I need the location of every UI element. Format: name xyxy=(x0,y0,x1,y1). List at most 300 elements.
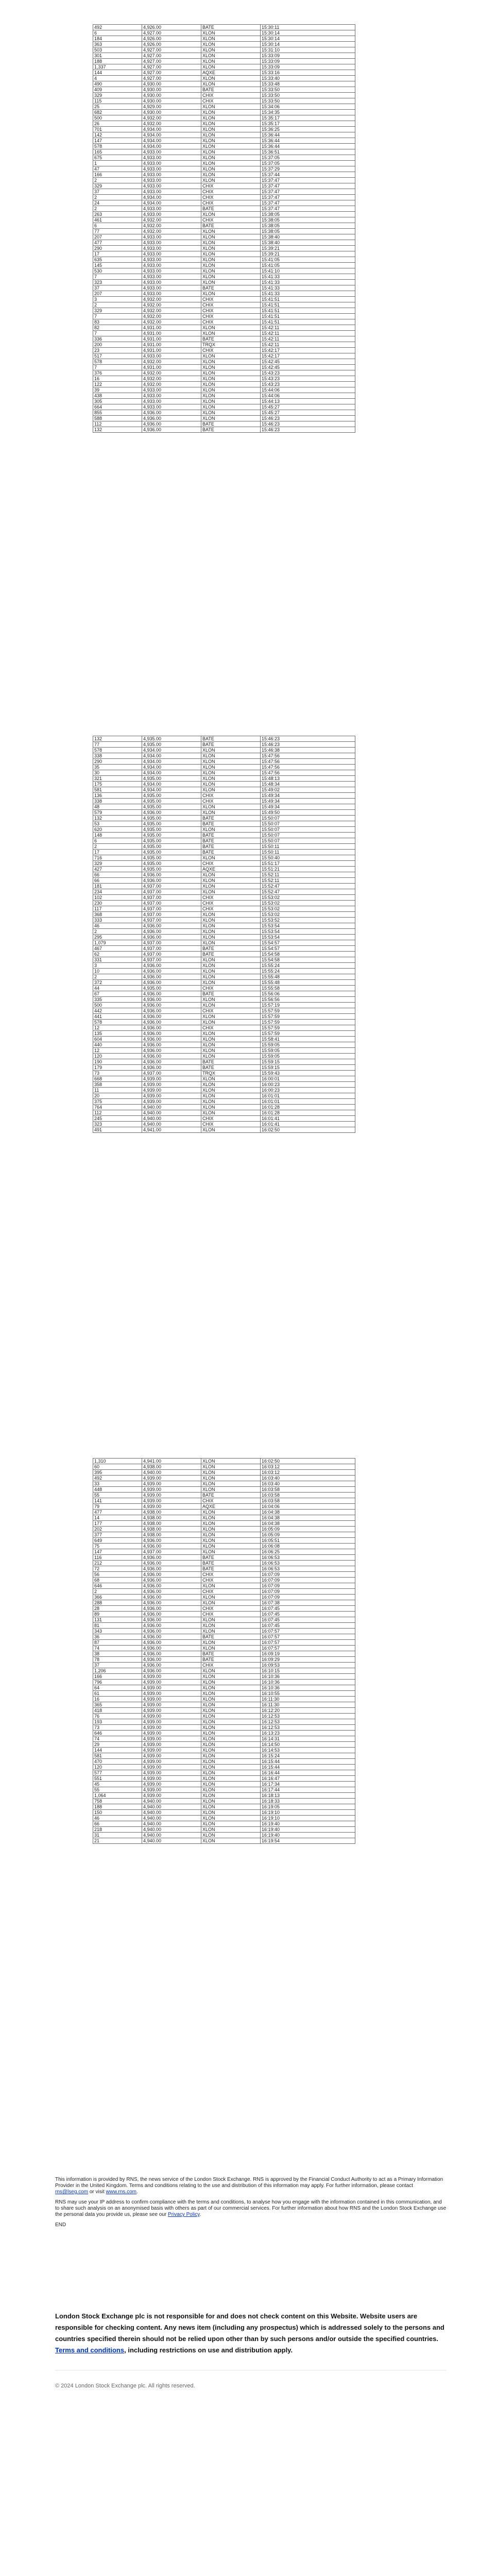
trade-price-cell: 4,936.00 xyxy=(142,1617,201,1623)
trade-time-cell: 16:12:20 xyxy=(261,1708,355,1714)
trade-price-cell: 4,936.00 xyxy=(142,1657,201,1663)
trade-volume-cell: 73 xyxy=(93,1725,142,1731)
table-row xyxy=(93,263,355,268)
trade-price-cell: 4,934.00 xyxy=(142,138,201,144)
trade-price-cell: 4,936.00 xyxy=(142,1065,201,1071)
trade-price-cell: 4,927.00 xyxy=(142,59,201,64)
trade-time-cell: 15:42:45 xyxy=(261,359,355,365)
trade-venue-cell: CHIX xyxy=(201,906,261,912)
trade-volume-cell: 61 xyxy=(93,1691,142,1697)
trade-time-cell: 15:30:14 xyxy=(261,42,355,47)
table-row xyxy=(93,1612,355,1617)
trade-venue-cell: BATE xyxy=(201,1493,261,1498)
trade-venue-cell: XLON xyxy=(201,1037,261,1042)
trade-venue-cell: XLON xyxy=(201,36,261,42)
table-row xyxy=(93,399,355,404)
trade-time-cell: 15:59:15 xyxy=(261,1059,355,1065)
trade-venue-cell: XLON xyxy=(201,410,261,416)
trade-time-cell: 15:52:11 xyxy=(261,878,355,884)
trade-time-cell: 15:44:06 xyxy=(261,393,355,399)
trade-price-cell: 4,936.00 xyxy=(142,1037,201,1042)
trade-time-cell: 16:03:58 xyxy=(261,1498,355,1504)
trade-time-cell: 16:01:28 xyxy=(261,1110,355,1116)
trade-venue-cell: XLON xyxy=(201,1515,261,1521)
trade-price-cell: 4,934.00 xyxy=(142,782,201,787)
table-row xyxy=(93,416,355,421)
table-row xyxy=(93,1776,355,1782)
trade-venue-cell: XLON xyxy=(201,144,261,149)
table-row xyxy=(93,1549,355,1555)
trade-volume-cell: 2 xyxy=(93,974,142,980)
trade-volume-cell: 148 xyxy=(93,833,142,838)
trade-venue-cell: XLON xyxy=(201,1708,261,1714)
table-row xyxy=(93,1099,355,1105)
trade-venue-cell: XLON xyxy=(201,1600,261,1606)
trade-price-cell: 4,933.00 xyxy=(142,206,201,212)
table-row xyxy=(93,1572,355,1578)
trade-venue-cell: XLON xyxy=(201,1464,261,1470)
table-row xyxy=(93,189,355,195)
trade-price-cell: 4,939.00 xyxy=(142,1714,201,1719)
trade-time-cell: 16:16:44 xyxy=(261,1770,355,1776)
trade-price-cell: 4,932.00 xyxy=(142,115,201,121)
trade-time-cell: 16:01:01 xyxy=(261,1093,355,1099)
trade-venue-cell: XLON xyxy=(201,1782,261,1787)
trade-time-cell: 15:49:02 xyxy=(261,787,355,793)
trade-time-cell: 15:43:23 xyxy=(261,382,355,387)
trade-time-cell: 15:41:33 xyxy=(261,291,355,297)
trade-time-cell: 15:54:57 xyxy=(261,940,355,946)
trade-volume-cell: 375 xyxy=(93,1099,142,1105)
trade-time-cell: 15:38:05 xyxy=(261,212,355,217)
trade-venue-cell: CHIX xyxy=(201,1122,261,1127)
trade-time-cell: 15:36:44 xyxy=(261,144,355,149)
trade-time-cell: 15:33:48 xyxy=(261,81,355,87)
trade-time-cell: 16:03:12 xyxy=(261,1470,355,1476)
trade-volume-cell: 368 xyxy=(93,912,142,918)
trade-volume-cell: 23 xyxy=(93,348,142,353)
table-row xyxy=(93,81,355,87)
trade-volume-cell: 190 xyxy=(93,1059,142,1065)
trade-volume-cell: 577 xyxy=(93,1770,142,1776)
trade-price-cell: 4,935.00 xyxy=(142,867,201,872)
trade-venue-cell: BATE xyxy=(201,87,261,93)
table-row xyxy=(93,1748,355,1753)
trade-time-cell: 15:50:07 xyxy=(261,816,355,821)
trade-time-cell: 15:56:06 xyxy=(261,991,355,997)
trade-price-cell: 4,933.00 xyxy=(142,234,201,240)
trade-volume-cell: 67 xyxy=(93,991,142,997)
trade-venue-cell: XLON xyxy=(201,1481,261,1487)
table-row xyxy=(93,1680,355,1685)
trade-time-cell: 15:51:17 xyxy=(261,861,355,867)
trade-price-cell: 4,927.00 xyxy=(142,64,201,70)
trade-time-cell: 15:41:10 xyxy=(261,268,355,274)
table-row xyxy=(93,1640,355,1646)
trade-venue-cell: XLON xyxy=(201,1799,261,1804)
table-row xyxy=(93,1110,355,1116)
table-row xyxy=(93,867,355,872)
trade-price-cell: 4,937.00 xyxy=(142,901,201,906)
trade-time-cell: 15:44:13 xyxy=(261,399,355,404)
trade-price-cell: 4,936.00 xyxy=(142,427,201,433)
trade-time-cell: 15:35:17 xyxy=(261,115,355,121)
trade-venue-cell: BATE xyxy=(201,1634,261,1640)
trade-time-cell: 15:48:34 xyxy=(261,782,355,787)
table-row xyxy=(93,127,355,132)
trade-time-cell: 15:47:56 xyxy=(261,770,355,776)
trade-venue-cell: XLON xyxy=(201,359,261,365)
trade-volume-cell: 664 xyxy=(93,404,142,410)
trade-venue-cell: CHIX xyxy=(201,1572,261,1578)
trade-time-cell: 16:06:08 xyxy=(261,1544,355,1549)
trade-time-cell: 16:10:15 xyxy=(261,1668,355,1674)
trade-price-cell: 4,935.00 xyxy=(142,736,201,742)
trade-time-cell: 15:50:07 xyxy=(261,833,355,838)
trade-venue-cell: BATE xyxy=(201,821,261,827)
trade-time-cell: 15:30:14 xyxy=(261,36,355,42)
table-row xyxy=(93,821,355,827)
trade-volume-cell: 166 xyxy=(93,172,142,178)
trade-price-cell: 4,939.00 xyxy=(142,1702,201,1708)
trade-time-cell: 15:36:51 xyxy=(261,149,355,155)
trade-venue-cell: BATE xyxy=(201,285,261,291)
trade-venue-cell: XLON xyxy=(201,393,261,399)
table-row xyxy=(93,382,355,387)
trade-price-cell: 4,939.00 xyxy=(142,1753,201,1759)
trade-price-cell: 4,932.00 xyxy=(142,314,201,319)
trade-time-cell: 15:31:10 xyxy=(261,47,355,53)
trade-volume-cell: 4 xyxy=(93,76,142,81)
terms-and-conditions-link[interactable]: Terms and conditions xyxy=(55,2346,125,2354)
table-row xyxy=(93,850,355,855)
table-row xyxy=(93,1719,355,1725)
table-row xyxy=(93,1071,355,1076)
table-row xyxy=(93,889,355,895)
table-row xyxy=(93,359,355,365)
trade-price-cell: 4,932.00 xyxy=(142,308,201,314)
trade-time-cell: 15:34:35 xyxy=(261,110,355,115)
table-row xyxy=(93,838,355,844)
trade-venue-cell: XLON xyxy=(201,1105,261,1110)
trade-price-cell: 4,939.00 xyxy=(142,1782,201,1787)
trade-time-cell: 15:47:56 xyxy=(261,765,355,770)
trade-price-cell: 4,931.00 xyxy=(142,336,201,342)
trade-venue-cell: XLON xyxy=(201,370,261,376)
trade-time-cell: 16:14:53 xyxy=(261,1748,355,1753)
trade-volume-cell: 39 xyxy=(93,387,142,393)
trade-time-cell: 16:14:31 xyxy=(261,1736,355,1742)
trade-volume-cell: 46 xyxy=(93,923,142,929)
table-row xyxy=(93,1088,355,1093)
trade-time-cell: 15:38:40 xyxy=(261,240,355,246)
trade-price-cell: 4,935.00 xyxy=(142,986,201,991)
trade-price-cell: 4,938.00 xyxy=(142,1464,201,1470)
trade-price-cell: 4,939.00 xyxy=(142,1765,201,1770)
table-row xyxy=(93,246,355,251)
trade-price-cell: 4,935.00 xyxy=(142,742,201,748)
trade-volume-cell: 73 xyxy=(93,1071,142,1076)
trade-time-cell: 15:54:57 xyxy=(261,946,355,952)
trade-venue-cell: XLON xyxy=(201,251,261,257)
table-row xyxy=(93,1566,355,1572)
trade-time-cell: 16:06:53 xyxy=(261,1555,355,1561)
table-row xyxy=(93,393,355,399)
trade-venue-cell: BATE xyxy=(201,1657,261,1663)
trade-time-cell: 16:06:53 xyxy=(261,1561,355,1566)
table-row xyxy=(93,93,355,98)
trade-price-cell: 4,926.00 xyxy=(142,42,201,47)
trade-volume-cell: 855 xyxy=(93,410,142,416)
table-row xyxy=(93,1595,355,1600)
trade-time-cell: 15:46:23 xyxy=(261,427,355,433)
table-row xyxy=(93,1702,355,1708)
trade-price-cell: 4,935.00 xyxy=(142,816,201,821)
trade-volume-cell: 440 xyxy=(93,1042,142,1048)
trade-volume-cell: 184 xyxy=(93,36,142,42)
trade-price-cell: 4,927.00 xyxy=(142,53,201,59)
trade-volume-cell: 177 xyxy=(93,1521,142,1527)
trade-volume-cell: 646 xyxy=(93,1583,142,1589)
trade-price-cell: 4,933.00 xyxy=(142,251,201,257)
trade-venue-cell: XLON xyxy=(201,748,261,753)
trade-price-cell: 4,940.00 xyxy=(142,1110,201,1116)
trade-volume-cell: 20 xyxy=(93,1093,142,1099)
trade-time-cell: 15:53:54 xyxy=(261,929,355,935)
table-row xyxy=(93,274,355,280)
trade-time-cell: 16:02:50 xyxy=(261,1127,355,1133)
trade-price-cell: 4,939.00 xyxy=(142,1680,201,1685)
table-row xyxy=(93,884,355,889)
trade-volume-cell: 438 xyxy=(93,393,142,399)
trade-volume-cell: 37 xyxy=(93,189,142,195)
trade-price-cell: 4,936.00 xyxy=(142,980,201,986)
trade-volume-cell: 395 xyxy=(93,1470,142,1476)
trade-price-cell: 4,935.00 xyxy=(142,833,201,838)
table-row xyxy=(93,1014,355,1020)
table-row xyxy=(93,997,355,1003)
trade-price-cell: 4,933.00 xyxy=(142,166,201,172)
trade-venue-cell: XLON xyxy=(201,1742,261,1748)
trade-time-cell: 15:53:02 xyxy=(261,895,355,901)
trade-price-cell: 4,936.00 xyxy=(142,1014,201,1020)
trade-venue-cell: XLON xyxy=(201,1629,261,1634)
table-row xyxy=(93,1122,355,1127)
trade-price-cell: 4,939.00 xyxy=(142,1076,201,1082)
trade-price-cell: 4,936.00 xyxy=(142,1606,201,1612)
trade-time-cell: 16:01:28 xyxy=(261,1105,355,1110)
trade-venue-cell: AQXE xyxy=(201,867,261,872)
trade-price-cell: 4,939.00 xyxy=(142,1776,201,1782)
trade-time-cell: 15:50:11 xyxy=(261,844,355,850)
trade-price-cell: 4,934.00 xyxy=(142,144,201,149)
trade-volume-cell: 37 xyxy=(93,285,142,291)
trade-volume-cell: 477 xyxy=(93,1510,142,1515)
table-row xyxy=(93,906,355,912)
trade-volume-cell: 492 xyxy=(93,1476,142,1481)
trade-volume-cell: 44 xyxy=(93,986,142,991)
table-row xyxy=(93,918,355,923)
trade-venue-cell: XLON xyxy=(201,753,261,759)
table-row xyxy=(93,291,355,297)
trade-volume-cell: 28 xyxy=(93,1606,142,1612)
trade-volume-cell: 117 xyxy=(93,906,142,912)
trade-time-cell: 15:46:23 xyxy=(261,742,355,748)
trade-volume-cell: 635 xyxy=(93,257,142,263)
trade-price-cell: 4,932.00 xyxy=(142,229,201,234)
table-row xyxy=(93,342,355,348)
trade-time-cell: 15:47:56 xyxy=(261,753,355,759)
trade-venue-cell: XLON xyxy=(201,923,261,929)
trade-volume-cell: 578 xyxy=(93,748,142,753)
privacy-policy-link[interactable]: Privacy Policy xyxy=(168,2212,200,2217)
trade-volume-cell: 14 xyxy=(93,1515,142,1521)
table-row xyxy=(93,901,355,906)
trade-volume-cell: 530 xyxy=(93,268,142,274)
trade-volume-cell: 181 xyxy=(93,884,142,889)
table-row xyxy=(93,793,355,799)
trade-venue-cell: XLON xyxy=(201,1816,261,1821)
trade-time-cell: 15:33:09 xyxy=(261,59,355,64)
trade-time-cell: 16:11:30 xyxy=(261,1702,355,1708)
trade-price-cell: 4,936.00 xyxy=(142,1623,201,1629)
trade-time-cell: 15:42:17 xyxy=(261,348,355,353)
trade-price-cell: 4,931.00 xyxy=(142,325,201,331)
trade-volume-cell: 81 xyxy=(93,1623,142,1629)
trade-price-cell: 4,926.00 xyxy=(142,25,201,30)
table-row xyxy=(93,36,355,42)
trade-venue-cell: XLON xyxy=(201,240,261,246)
trade-price-cell: 4,939.00 xyxy=(142,1674,201,1680)
trade-time-cell: 16:10:36 xyxy=(261,1674,355,1680)
trade-price-cell: 4,930.00 xyxy=(142,110,201,115)
trade-time-cell: 16:07:09 xyxy=(261,1595,355,1600)
trade-venue-cell: XLON xyxy=(201,1685,261,1691)
trade-time-cell: 16:19:05 xyxy=(261,1804,355,1810)
trade-time-cell: 15:30:14 xyxy=(261,30,355,36)
table-row xyxy=(93,1827,355,1833)
table-row xyxy=(93,816,355,821)
trade-time-cell: 15:49:34 xyxy=(261,804,355,810)
trade-price-cell: 4,936.00 xyxy=(142,1583,201,1589)
trade-time-cell: 16:01:41 xyxy=(261,1122,355,1127)
trade-volume-cell: 764 xyxy=(93,1105,142,1110)
table-row xyxy=(93,1816,355,1821)
trade-venue-cell: XLON xyxy=(201,969,261,974)
trade-volume-cell: 329 xyxy=(93,861,142,867)
trade-volume-cell: 45 xyxy=(93,1782,142,1787)
trade-volume-cell: 62 xyxy=(93,952,142,957)
trade-time-cell: 15:46:23 xyxy=(261,421,355,427)
trade-venue-cell: XLON xyxy=(201,291,261,297)
trade-venue-cell: XLON xyxy=(201,787,261,793)
trade-venue-cell: XLON xyxy=(201,110,261,115)
table-row xyxy=(93,1515,355,1521)
trade-time-cell: 16:07:45 xyxy=(261,1612,355,1617)
trade-price-cell: 4,936.00 xyxy=(142,410,201,416)
trade-volume-cell: 47 xyxy=(93,166,142,172)
table-row xyxy=(93,742,355,748)
trade-venue-cell: XLON xyxy=(201,957,261,963)
rns-website-link[interactable]: www.rns.com xyxy=(106,2189,136,2195)
trade-venue-cell: XLON xyxy=(201,1020,261,1025)
trade-time-cell: 16:17:34 xyxy=(261,1782,355,1787)
table-row xyxy=(93,952,355,957)
trade-price-cell: 4,936.00 xyxy=(142,1589,201,1595)
table-row xyxy=(93,1020,355,1025)
trade-volume-cell: 1,079 xyxy=(93,940,142,946)
trade-price-cell: 4,939.00 xyxy=(142,1725,201,1731)
trade-time-cell: 15:49:34 xyxy=(261,793,355,799)
trade-price-cell: 4,934.00 xyxy=(142,195,201,200)
trade-price-cell: 4,939.00 xyxy=(142,1088,201,1093)
trade-venue-cell: CHIX xyxy=(201,1612,261,1617)
trade-price-cell: 4,937.00 xyxy=(142,895,201,901)
table-row xyxy=(93,212,355,217)
trade-volume-cell: 175 xyxy=(93,782,142,787)
trade-time-cell: 15:39:21 xyxy=(261,251,355,257)
trade-price-cell: 4,937.00 xyxy=(142,1071,201,1076)
trade-venue-cell: XLON xyxy=(201,759,261,765)
trade-time-cell: 15:41:51 xyxy=(261,297,355,302)
trade-volume-cell: 212 xyxy=(93,1561,142,1566)
table-row xyxy=(93,1606,355,1612)
trade-volume-cell: 30 xyxy=(93,770,142,776)
trade-time-cell: 16:12:53 xyxy=(261,1725,355,1731)
trade-volume-cell: 376 xyxy=(93,370,142,376)
trade-price-cell: 4,933.00 xyxy=(142,263,201,268)
trade-price-cell: 4,940.00 xyxy=(142,1116,201,1122)
trade-venue-cell: XLON xyxy=(201,212,261,217)
trade-time-cell: 15:46:23 xyxy=(261,736,355,742)
trade-volume-cell: 448 xyxy=(93,1487,142,1493)
trade-time-cell: 15:46:38 xyxy=(261,748,355,753)
trade-time-cell: 16:04:38 xyxy=(261,1521,355,1527)
trade-venue-cell: XLON xyxy=(201,810,261,816)
table-row xyxy=(93,183,355,189)
trade-price-cell: 4,934.00 xyxy=(142,753,201,759)
trade-price-cell: 4,937.00 xyxy=(142,946,201,952)
trade-venue-cell: XLON xyxy=(201,1821,261,1827)
trade-venue-cell: CHIX xyxy=(201,200,261,206)
trade-price-cell: 4,933.00 xyxy=(142,257,201,263)
trade-price-cell: 4,939.00 xyxy=(142,1697,201,1702)
trade-price-cell: 4,936.00 xyxy=(142,1561,201,1566)
rns-email-link[interactable]: rns@lseg.com xyxy=(55,2189,89,2195)
trade-time-cell: 15:37:44 xyxy=(261,172,355,178)
trade-venue-cell: CHIX xyxy=(201,986,261,991)
table-row xyxy=(93,929,355,935)
table-row xyxy=(93,991,355,997)
trade-volume-cell: 581 xyxy=(93,1753,142,1759)
trade-venue-cell: XLON xyxy=(201,229,261,234)
table-row xyxy=(93,1725,355,1731)
trade-time-cell: 15:43:23 xyxy=(261,370,355,376)
trade-volume-cell: 165 xyxy=(93,149,142,155)
trade-venue-cell: XLON xyxy=(201,399,261,404)
trade-volume-cell: 333 xyxy=(93,918,142,923)
table-row xyxy=(93,1510,355,1515)
table-row xyxy=(93,285,355,291)
trade-volume-cell: 145 xyxy=(93,263,142,268)
trade-price-cell: 4,939.00 xyxy=(142,1099,201,1105)
trade-volume-cell: 135 xyxy=(93,1031,142,1037)
trade-venue-cell: XLON xyxy=(201,365,261,370)
trade-time-cell: 15:42:11 xyxy=(261,342,355,348)
table-row xyxy=(93,1127,355,1133)
trade-volume-cell: 620 xyxy=(93,827,142,833)
trade-time-cell: 16:07:09 xyxy=(261,1572,355,1578)
